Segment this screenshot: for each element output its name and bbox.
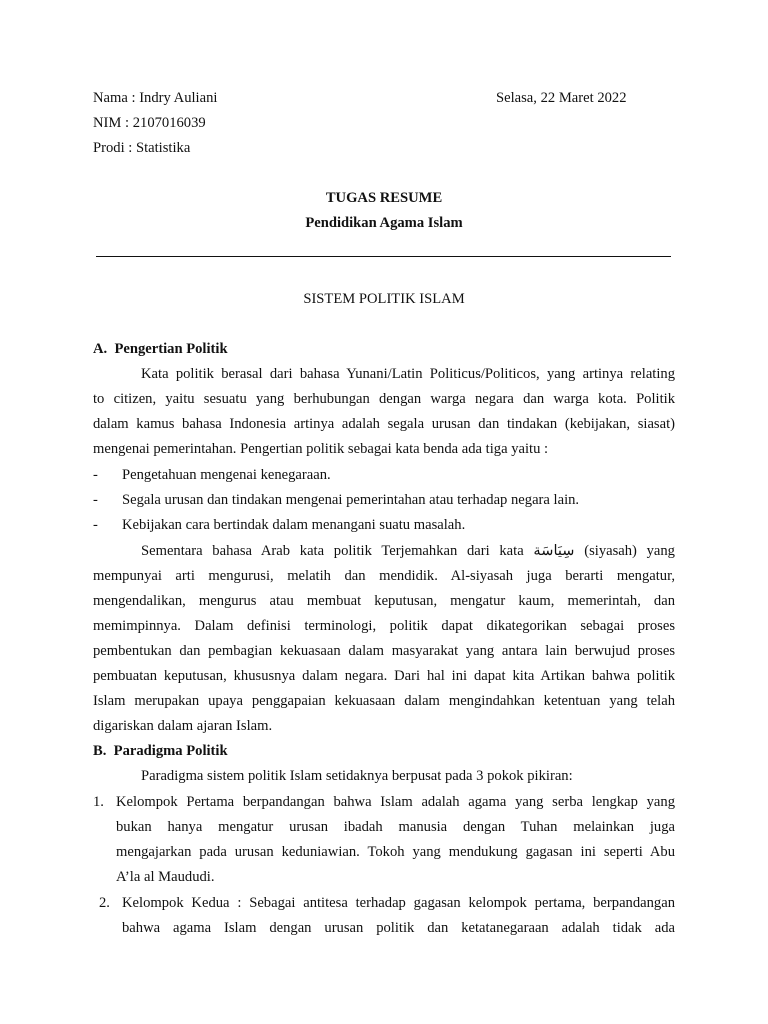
document-title: TUGAS RESUME xyxy=(325,190,443,206)
section-a-paragraph-line: mempunyai arti mengurusi, melatih dan mendidik. Al-siyasah juga berarti mengatur, xyxy=(93,568,675,584)
bullet-item: Segala urusan dan tindakan mengenai pemerintahan atau terhadap negara lain. xyxy=(122,492,580,508)
list-item-line: Kelompok Kedua : Sebagai antitesa terhadap gagasan kelompok pertama, berpandangan xyxy=(122,895,675,911)
section-a-paragraph-line: pembuatan keputusan, khususnya dalam negara. Dari hal ini dapat kita Artikan bahwa politik xyxy=(93,668,675,684)
section-a-paragraph-line: pembentukan dan pembagian kekuasaan dalam masyarakat yang antara lain berwujud proses xyxy=(93,643,675,659)
document-date: Selasa, 22 Maret 2022 xyxy=(496,90,627,106)
document-subject: Pendidikan Agama Islam xyxy=(305,215,463,231)
section-a-heading: A. Pengertian Politik xyxy=(93,341,228,357)
section-b-intro: Paradigma sistem politik Islam setidaknya berpusat pada 3 pokok pikiran: xyxy=(141,768,573,784)
bullet-mark: - xyxy=(93,492,98,508)
section-a-line: dalam kamus bahasa Indonesia artinya adalah segala urusan dan tindakan (kebijakan, siasat) xyxy=(93,416,675,432)
list-number: 2. xyxy=(99,895,110,911)
list-item-line: A’la al Maududi. xyxy=(116,869,215,885)
bullet-mark: - xyxy=(93,517,98,533)
bullet-item: Pengetahuan mengenai kenegaraan. xyxy=(122,467,331,483)
list-item-line: mengajarkan pada urusan keduniawian. Tokoh yang mendukung gagasan ini seperti Abu xyxy=(116,844,675,860)
section-a-paragraph-line: memimpinnya. Dalam definisi terminologi, politik dapat dikategorikan sebagai proses xyxy=(93,618,675,634)
list-item-line: bahwa agama Islam dengan urusan politik dan ketatanegaraan adalah tidak ada xyxy=(122,920,675,936)
bullet-mark: - xyxy=(93,467,98,483)
section-a-paragraph-line: Islam merupakan upaya penggapaian kekuasaan dalam mengindahkan ketentuan yang telah xyxy=(93,693,675,709)
list-item-line: bukan hanya mengatur urusan ibadah manusia dengan Tuhan melainkan juga xyxy=(116,819,675,835)
bullet-item: Kebijakan cara bertindak dalam menangani suatu masalah. xyxy=(122,517,466,533)
section-a-line: mengenai pemerintahan. Pengertian politik sebagai kata benda ada tiga yaitu : xyxy=(93,441,549,457)
section-a-paragraph-line: mengendalikan, mengurus atau membuat keputusan, mengatur kaum, memerintah, dan xyxy=(93,593,675,609)
list-number: 1. xyxy=(93,794,104,810)
list-item-line: Kelompok Pertama berpandangan bahwa Islam adalah agama yang serba lengkap yang xyxy=(116,794,675,810)
section-a-paragraph-line: Sementara bahasa Arab kata politik Terjemahkan dari kata سِيَاسَة (siyasah) yang xyxy=(141,543,675,559)
topic-title: SISTEM POLITIK ISLAM xyxy=(303,291,465,307)
section-a-line: Kata politik berasal dari bahasa Yunani/Latin Politicus/Politicos, yang artinya relating xyxy=(141,366,675,382)
student-prodi: Prodi : Statistika xyxy=(93,140,191,156)
student-name: Nama : Indry Auliani xyxy=(93,90,218,106)
section-a-paragraph-line: digariskan dalam ajaran Islam. xyxy=(93,718,273,734)
section-b-heading: B. Paradigma Politik xyxy=(93,743,228,759)
student-nim: NIM : 2107016039 xyxy=(93,115,206,131)
header-divider xyxy=(96,256,671,257)
section-a-line: to citizen, yaitu sesuatu yang berhubungan dengan warga negara dan warga kota. Politik xyxy=(93,391,675,407)
